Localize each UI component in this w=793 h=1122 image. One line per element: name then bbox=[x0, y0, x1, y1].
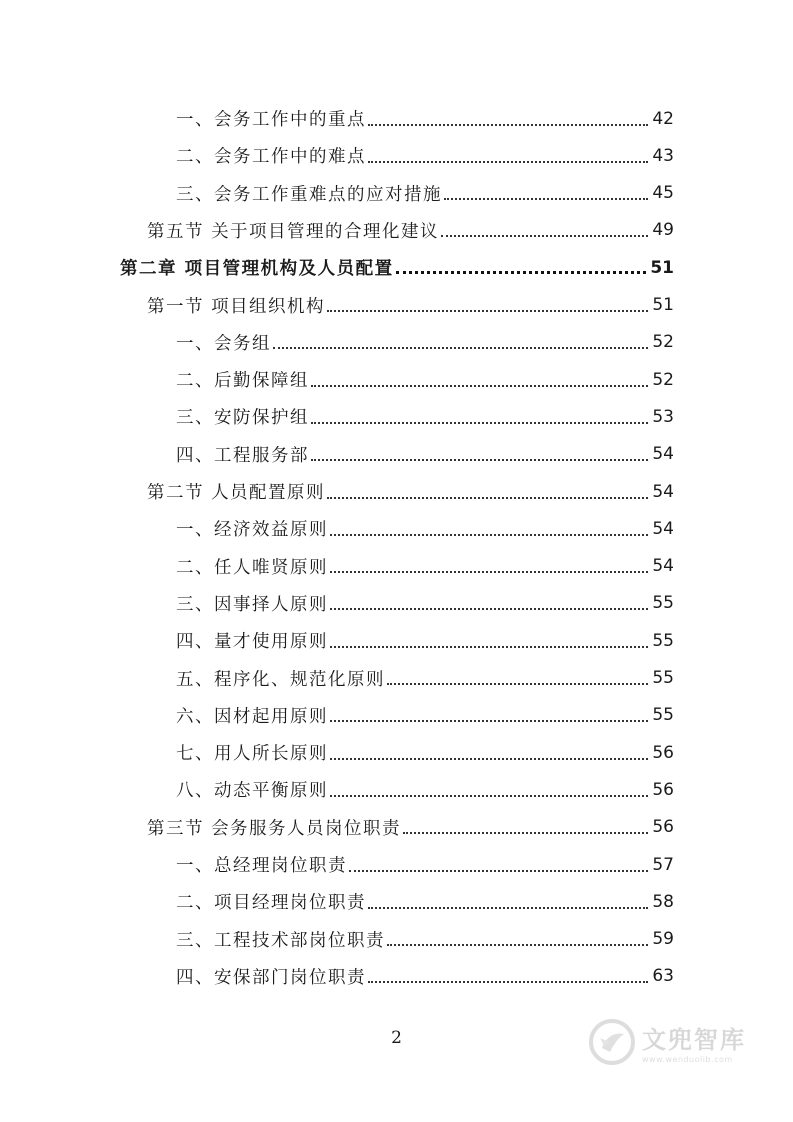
toc-entry[interactable] bbox=[176, 585, 674, 622]
toc-leader-dots bbox=[368, 907, 648, 909]
toc-entry[interactable] bbox=[176, 660, 674, 697]
toc-entry-page: 49 bbox=[652, 220, 674, 241]
toc-entry[interactable] bbox=[147, 473, 674, 510]
toc-entry[interactable] bbox=[176, 548, 674, 585]
toc-entry[interactable] bbox=[176, 324, 674, 361]
toc-entry-page: 43 bbox=[652, 145, 674, 166]
toc-entry-label: 三、安防保护组 bbox=[176, 408, 309, 429]
toc-entry-label: 五、程序化、规范化原则 bbox=[176, 669, 385, 690]
toc-leader-dots bbox=[387, 944, 648, 946]
toc-entry-label: 第五节 关于项目管理的合理化建议 bbox=[147, 221, 440, 242]
toc-entry-page: 63 bbox=[652, 966, 674, 987]
toc-leader-dots bbox=[396, 271, 647, 274]
toc-entry-label: 六、因材起用原则 bbox=[176, 706, 328, 727]
toc-entry-page: 52 bbox=[652, 369, 674, 390]
toc-entry[interactable] bbox=[176, 771, 674, 808]
toc-entry[interactable] bbox=[176, 921, 674, 958]
toc-entry[interactable] bbox=[176, 436, 674, 473]
toc-entry[interactable] bbox=[176, 958, 674, 995]
toc-entry[interactable] bbox=[176, 510, 674, 547]
toc-entry[interactable] bbox=[147, 809, 674, 846]
toc-entry-label: 二、会务工作中的难点 bbox=[176, 147, 366, 168]
toc-leader-dots bbox=[330, 758, 648, 760]
toc-entry[interactable] bbox=[176, 100, 674, 137]
toc-entry-label: 第二节 人员配置原则 bbox=[147, 483, 326, 503]
toc-leader-dots bbox=[387, 683, 648, 685]
toc-leader-dots bbox=[330, 608, 648, 610]
watermark bbox=[588, 1012, 778, 1072]
toc-entry-page: 57 bbox=[652, 854, 674, 875]
toc-leader-dots bbox=[330, 795, 648, 797]
toc-entry-page: 59 bbox=[652, 929, 674, 950]
toc-entry-label: 三、会务工作重难点的应对措施 bbox=[176, 184, 442, 205]
wendou-logo-icon bbox=[588, 1018, 636, 1066]
toc-entry-label: 三、工程技术部岗位职责 bbox=[176, 930, 385, 951]
toc-entry-label: 四、工程服务部 bbox=[176, 445, 309, 466]
toc-entry-label: 二、项目经理岗位职责 bbox=[176, 893, 366, 914]
toc-leader-dots bbox=[327, 497, 648, 499]
toc-entry-page: 54 bbox=[652, 518, 674, 539]
toc-leader-dots bbox=[330, 646, 648, 648]
toc-entry-label: 一、总经理岗位职责 bbox=[176, 856, 347, 876]
toc-leader-dots bbox=[444, 198, 648, 200]
toc-entry-label: 三、因事择人原则 bbox=[176, 594, 328, 615]
watermark-url: www.wenduolib.com bbox=[642, 1055, 733, 1064]
toc-leader-dots bbox=[273, 347, 648, 349]
toc-entry-label: 第一节 项目组织机构 bbox=[147, 296, 326, 317]
toc-entry-page: 58 bbox=[652, 891, 674, 912]
toc-entry-page: 51 bbox=[650, 257, 674, 278]
toc-entry-page: 54 bbox=[652, 444, 674, 465]
watermark-title: 文兜智库 bbox=[642, 1026, 746, 1054]
toc-entry-label: 七、用人所长原则 bbox=[176, 744, 328, 765]
toc-entry-page: 45 bbox=[652, 183, 674, 204]
toc-entry-label: 四、量才使用原则 bbox=[176, 632, 328, 653]
toc-entry[interactable] bbox=[176, 846, 674, 883]
toc-entry-page: 55 bbox=[652, 705, 674, 726]
toc-entry[interactable] bbox=[176, 398, 674, 435]
toc-entry-page: 56 bbox=[652, 779, 674, 800]
toc-leader-dots bbox=[330, 720, 648, 722]
toc-entry-page: 55 bbox=[652, 630, 674, 651]
toc-entry-page: 56 bbox=[652, 817, 674, 838]
toc-leader-dots bbox=[330, 534, 648, 536]
toc-entry-label: 二、任人唯贤原则 bbox=[176, 557, 328, 578]
toc-entry-label: 第二章 项目管理机构及人员配置 bbox=[120, 259, 394, 280]
toc-leader-dots bbox=[368, 161, 648, 163]
toc-entry-page: 52 bbox=[652, 332, 674, 353]
toc-leader-dots bbox=[311, 422, 648, 424]
toc-entry[interactable] bbox=[147, 212, 674, 249]
toc-entry-page: 53 bbox=[652, 406, 674, 427]
toc-entry-label: 八、动态平衡原则 bbox=[176, 781, 328, 802]
toc-entry-page: 56 bbox=[652, 742, 674, 763]
toc-leader-dots bbox=[330, 571, 648, 573]
toc-entry-page: 54 bbox=[652, 556, 674, 577]
toc-entry[interactable] bbox=[147, 287, 674, 324]
toc-entry[interactable] bbox=[176, 361, 674, 398]
toc-entry-label: 一、会务组 bbox=[176, 333, 271, 354]
toc-entry[interactable] bbox=[120, 249, 674, 286]
toc-leader-dots bbox=[441, 235, 648, 237]
toc-leader-dots bbox=[311, 385, 648, 387]
toc-entry[interactable] bbox=[176, 697, 674, 734]
toc-entry-label: 四、安保部门岗位职责 bbox=[176, 967, 366, 988]
toc-leader-dots bbox=[311, 459, 648, 461]
toc-entry[interactable] bbox=[176, 883, 674, 920]
toc-entry-label: 二、后勤保障组 bbox=[176, 371, 309, 392]
toc-entry[interactable] bbox=[176, 622, 674, 659]
toc-entry-page: 54 bbox=[652, 481, 674, 502]
toc-entry-page: 51 bbox=[652, 295, 674, 315]
toc-leader-dots bbox=[368, 981, 648, 983]
toc-entry-page: 55 bbox=[652, 593, 674, 614]
page-number: 2 bbox=[391, 1028, 402, 1048]
toc-leader-dots bbox=[327, 310, 648, 312]
toc-entry[interactable] bbox=[176, 734, 674, 771]
toc-entry-label: 一、会务工作中的重点 bbox=[176, 110, 366, 130]
toc-entry-label: 第三节 会务服务人员岗位职责 bbox=[147, 818, 402, 839]
toc-entry-label: 一、经济效益原则 bbox=[176, 520, 328, 541]
toc-entry-page: 42 bbox=[652, 108, 674, 129]
toc-entry-page: 55 bbox=[652, 668, 674, 688]
toc-leader-dots bbox=[349, 870, 648, 872]
toc-entry[interactable] bbox=[176, 137, 674, 174]
toc-entry[interactable] bbox=[176, 175, 674, 212]
toc-leader-dots bbox=[368, 124, 648, 126]
toc-leader-dots bbox=[403, 832, 648, 834]
